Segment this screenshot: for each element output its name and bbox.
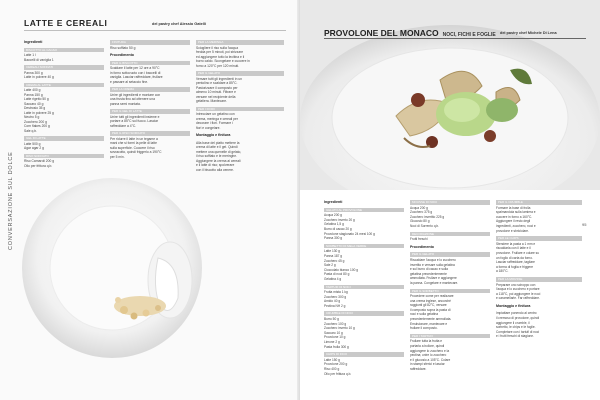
text-line: Frullare tutta la frutta e — [410, 339, 443, 344]
recipe-block — [110, 61, 190, 85]
text-line: Latte in polvere 25 g — [24, 110, 54, 115]
subsection-label: CRUMBLE DI NOCI — [324, 311, 404, 316]
text-line: Provolone 200 g — [324, 362, 348, 367]
text-line: Impiattare ponendo al centro — [496, 311, 537, 316]
text-line: la panna. Congelare e mantecare. — [410, 280, 459, 285]
text-line: in stampi sferici e lasciar — [410, 362, 445, 367]
recipe-column-3 — [196, 40, 284, 175]
subsection-label: CHIPS DI FICO — [324, 352, 404, 357]
text-line: gelatiera. Mantecare. — [196, 99, 227, 103]
subsection-label: PER LE CHIPS — [496, 236, 582, 241]
subsection-label: PER I FIORI — [196, 107, 284, 112]
text-line: Saccaro 40 g — [24, 101, 44, 106]
text-line: noci e sulla gelatina — [410, 312, 438, 317]
text-line: mettere una quenelle di gelato, — [196, 149, 242, 154]
subsection-label: PER IL GELATO — [410, 252, 490, 257]
text-line: raffreddare. — [410, 367, 427, 371]
subsection-label: PER LA MOUSSE — [496, 277, 582, 282]
text-line: Zucchero inverto 10 g — [324, 326, 355, 331]
recipe-block — [324, 352, 404, 376]
text-line: Corn flakes 200 g — [24, 124, 50, 128]
text-line: Latte in polvere 40 g — [24, 75, 54, 79]
text-line: in forno sottovuoto con i baccelli di — [110, 70, 161, 75]
text-line: fiori e congelare. — [196, 125, 221, 130]
page-number: 95 — [582, 222, 587, 227]
recipe-block — [410, 334, 490, 372]
recipe-block — [324, 285, 404, 309]
text-line: Latte 500 g — [24, 141, 41, 146]
text-line: Panna 187 g — [324, 253, 343, 258]
text-line: spalmandola sulla lamiera e — [496, 210, 536, 215]
text-line: Pastorizzare il composto per — [196, 85, 238, 90]
subsection-label: FINITURA — [110, 40, 190, 45]
text-line: frullare il composto. — [410, 326, 438, 331]
text-line: Gelatina 4 g — [324, 276, 342, 281]
text-line: Zucchero 375 g — [410, 210, 433, 215]
recipe-title-left: LATTE E CEREALI — [24, 18, 108, 28]
recipe-title-main: PROVOLONE DEL MONACO — [324, 28, 439, 38]
text-line: Aggiungere il resto degli — [496, 219, 531, 224]
text-line: burro caldo. Scongelare e cuocere in — [196, 59, 250, 63]
text-line: mani che si formi la pelle di latte — [110, 141, 157, 145]
subsection-label: PER IL RISO SOFFIATO — [110, 131, 190, 136]
text-line: Stendere la pasta a 1 mm e — [496, 241, 536, 246]
text-line: e i frutti freschi di stagione. — [496, 334, 534, 339]
recipe-block — [196, 40, 284, 68]
text-line: Riso soffiato 50 g — [110, 45, 136, 50]
recipe-block — [110, 109, 190, 128]
text-line: Panna 300 g — [324, 236, 343, 241]
section-heading: Procedimento — [410, 244, 434, 249]
text-line: aggiungere il crumble, il — [496, 320, 530, 325]
text-line: Per ridurre il latte in un tegame a — [110, 136, 158, 141]
text-line: il cremoso di provolone, quindi — [496, 316, 540, 321]
text-line: Neutro 5 g — [24, 115, 40, 119]
text-line: il riso soffiato e le meringhe. — [196, 154, 237, 158]
text-line: Formare la base di frolla — [496, 205, 531, 210]
chef-credit-right: del pastry chef Michele Di Lena — [500, 31, 557, 35]
text-line: un foglio di carta da forno. — [496, 255, 533, 260]
text-line: l'acqua e lo zucchero e portare — [496, 287, 540, 292]
recipe-block — [410, 200, 490, 229]
dessert-plate-photo — [20, 168, 210, 358]
recipe-block — [24, 136, 104, 151]
recipe-block — [24, 65, 104, 80]
recipe-block — [110, 53, 190, 58]
text-line: una frusta fino ad ottenere una — [110, 97, 155, 101]
text-line: il composto sopra la pasta di — [410, 307, 451, 312]
recipe-block — [196, 107, 284, 131]
section-sidebar-label: CONVERSAZIONE SUL DOLCE — [8, 151, 14, 250]
text-line: portare a 85°C sul fuoco. Lasciar — [110, 119, 159, 123]
subsection-label: PER LA CREMA — [110, 87, 190, 92]
text-line: Intrecciare un gelatino con — [196, 112, 235, 116]
text-line: Latte 1 l — [24, 53, 36, 57]
text-line: Agar agar 2 g — [24, 146, 44, 150]
text-line: Acqua 200 g — [410, 205, 428, 210]
recipe-block — [496, 277, 582, 301]
subsection-label: PER IL GELATO — [196, 71, 284, 76]
text-line: Acqua 200 g — [324, 213, 342, 218]
text-line: almeno 10 minuti. Filtrare e — [196, 90, 236, 94]
text-line: Zucchero 200 g — [24, 119, 47, 124]
subsection-label: PER IL BISCOTTO — [110, 61, 190, 66]
recipe-block — [324, 208, 404, 241]
text-line: panna semi montata. — [110, 101, 141, 106]
text-line: raggiunti gli 82°C, versare — [410, 303, 447, 308]
text-line: Aggiungere la crema ai cereali — [196, 158, 241, 163]
text-line: Riscaldare l'acqua e lo zucchero — [410, 257, 456, 262]
text-line: Gelatina 1,5 g — [324, 222, 344, 227]
text-line: ammollata. Frullare e aggiungere — [410, 276, 457, 281]
subsection-label: PER IL SORBETTO — [410, 289, 490, 294]
subsection-label: MOUSSE DI NOCI — [410, 200, 490, 205]
text-line: Procedere come per realizzare — [410, 294, 454, 299]
text-line: Zucchero 100 g — [324, 321, 347, 326]
text-line: provolone. Frullare e colare su — [496, 250, 540, 255]
subsection-label: BISCOTTO AL CACAO — [24, 48, 104, 53]
text-line: con il biscotto alla cenere. — [196, 167, 234, 172]
recipe-block — [496, 311, 582, 339]
text-line: Alla base del piatto mettere la — [196, 140, 240, 145]
text-line: Latte 130 g — [324, 249, 340, 254]
text-line: decorare i fiori. Formare i — [196, 121, 233, 125]
text-line: cuocere in forno a 160°C. — [496, 214, 533, 219]
text-line: Amido 40 g — [324, 299, 341, 304]
text-line: invertito e versare sulla gelatina — [410, 262, 455, 267]
text-line: portarla a bollore, quindi — [410, 344, 445, 349]
recipe-column-r2 — [410, 200, 490, 375]
text-line: Provolone 10 g — [324, 335, 346, 340]
text-line: Riso 400 g — [324, 367, 340, 371]
text-line: Zucchero invertito 225 g — [410, 214, 445, 219]
recipe-column-r3 — [496, 200, 582, 342]
text-line: e passare al setaccio fine. — [110, 79, 149, 84]
text-line: Completare con i tartufi di noci — [496, 329, 540, 334]
section-heading: Montaggio e finitura — [496, 303, 531, 308]
text-line: Emulsionare, mantecare e — [410, 321, 448, 326]
text-line: a 180°C. — [496, 269, 509, 274]
section-heading: Montaggio e finitura — [196, 133, 231, 137]
recipe-block — [324, 244, 404, 282]
subsection-label: DECORAZIONE — [410, 232, 490, 237]
recipe-block — [410, 245, 490, 250]
text-line: raffreddare a 4°C. — [110, 123, 137, 128]
text-line: Saccaro 10 g — [324, 330, 343, 335]
text-line: e sul burro di cacao e sulla — [410, 267, 448, 272]
text-line: precedentemente ammollata. — [410, 317, 452, 322]
text-line: Provolone stagionato 24 mesi 100 g — [324, 231, 375, 236]
subsection-label: PER I TARTUFI — [410, 334, 490, 339]
recipe-block — [24, 48, 104, 63]
recipe-block — [196, 71, 284, 104]
title-divider-right — [324, 38, 586, 39]
text-line: versare nel recipiente della — [196, 94, 236, 99]
recipe-title-right — [324, 28, 496, 38]
text-line: per 5 min. — [110, 154, 125, 159]
text-line: Sale 2 g — [324, 263, 336, 268]
text-line: sorbetto, le chips e le foglie. — [496, 325, 536, 330]
text-line: riscaldarla con il latte e il — [496, 246, 531, 251]
text-line: pentolino e scaldare a 85°C. — [196, 81, 238, 85]
text-line: Panna 150 g — [24, 92, 43, 97]
text-line: forno a 120°C per 120 minuti. — [196, 63, 240, 68]
text-line: Riso Carnaroli 200 g — [24, 159, 55, 163]
text-line: provolone e sbriciolare. — [496, 228, 529, 233]
text-line: Frutti freschi — [410, 237, 428, 242]
recipe-block — [110, 87, 190, 106]
text-line: sulla superficie. Cuocere il riso — [110, 145, 155, 150]
text-line: a 118°C, poi aggiungere le noci — [496, 291, 541, 296]
text-line: Glucosio 80 g — [410, 219, 430, 224]
subsection-label: GEL DI LATTE — [24, 136, 104, 141]
text-line: Cioccolato bianco 100 g — [324, 267, 359, 272]
text-line: Baccelli di vaniglia 1 — [24, 57, 54, 62]
recipe-block — [410, 289, 490, 331]
recipe-block — [196, 133, 284, 138]
text-line: Olio per frittura q.b. — [324, 371, 352, 376]
text-line: sovracotto, quindi friggerlo a 190°C — [110, 150, 162, 154]
text-line: Sale q.b. — [24, 128, 38, 133]
recipe-block — [410, 252, 490, 285]
text-line: Zucchero 45 g — [324, 258, 345, 263]
right-page — [300, 0, 600, 400]
recipe-column-2 — [110, 40, 190, 162]
text-line: vaniglia. Lasciar raffreddare, frullare — [110, 75, 163, 79]
subsection-label: CREMA AL LATTE — [24, 83, 104, 88]
text-line: Limone 2 g — [324, 340, 340, 345]
text-line: gelatina precedentemente — [410, 271, 447, 276]
subsection-label: SORBETTO DI MELA VERDE — [324, 244, 404, 249]
text-line: Burro di cacao 20 g — [324, 226, 352, 231]
text-line: a forma di foglia e friggere — [496, 264, 534, 269]
text-line: Frutta mista 1 kg — [324, 290, 348, 295]
recipe-block — [496, 200, 582, 233]
subsection-label: RISO SOFFIATO — [24, 154, 104, 159]
text-line: Noci di Sorrento q.b. — [410, 223, 440, 228]
recipe-block — [24, 83, 104, 134]
text-line: e caramellarle. Far raffreddare. — [496, 296, 540, 301]
text-line: fredda per 5 minuti, poi strizzare — [196, 50, 244, 54]
text-line: una crema inglese, ancorché — [410, 298, 451, 303]
title-divider-left — [24, 30, 286, 31]
text-line: e il latte di riso; spolverare — [196, 163, 235, 167]
text-line: Unire tutti gli ingredienti insieme e — [110, 114, 160, 119]
recipe-block — [110, 131, 190, 159]
text-line: Panna 300 g — [24, 70, 43, 75]
text-line: Pasta di noci 80 g — [324, 272, 350, 277]
recipe-block — [110, 40, 190, 50]
text-line: Pasta frolla 300 g — [324, 344, 349, 349]
text-line: Latte 400 g — [24, 88, 41, 92]
text-line: ed aggiungere tutto la lecitina e il — [196, 54, 245, 59]
text-line: Sciogliere il riso sulla l'acqua — [196, 45, 239, 50]
text-line: e il glucosio a 105°C. Colare — [410, 357, 451, 362]
text-line: crema, meringa e cereali per — [196, 116, 238, 121]
recipe-column-1 — [24, 40, 104, 171]
text-line: Versare tutti gli ingredienti in un — [196, 76, 243, 81]
text-line: Latte rigetto 50 g — [24, 97, 49, 101]
text-line: crema di latte e il gel. Quindi — [196, 145, 238, 149]
text-line: Preparare uno sciroppo con — [496, 282, 536, 287]
recipe-block — [324, 200, 404, 205]
section-heading: Ingredienti — [324, 200, 343, 204]
recipe-block — [410, 232, 490, 242]
text-line: Zucchero inverto 20 g — [324, 217, 355, 222]
recipe-block — [496, 236, 582, 274]
text-line: Burro 50 g — [324, 317, 339, 322]
section-heading: Ingredienti — [24, 40, 43, 44]
subsection-label: PER LA MERINGA — [196, 40, 284, 45]
recipe-block — [324, 311, 404, 349]
text-line: aggiungere lo zucchero e la — [410, 348, 450, 353]
recipe-column-r1 — [324, 200, 404, 379]
text-line: ingredienti, zucchero, noci e — [496, 223, 536, 228]
text-line: Zucchero 300 g — [324, 294, 347, 299]
subsection-label: PER IL GEL DI LATTE — [110, 109, 190, 114]
recipe-block — [24, 154, 104, 169]
text-line: Scaldare il latte per 12 ore a 90°C — [110, 66, 160, 70]
recipe-subtitle: NOCI, FICHI E FOGLIE — [442, 32, 496, 38]
subsection-label: TARTUFI DI NOCI — [324, 285, 404, 290]
subsection-label: PER IL CRUMBLE — [496, 200, 582, 205]
recipe-block — [496, 304, 582, 309]
recipe-block — [24, 40, 104, 45]
text-line: pectina; unire lo zucchero — [410, 353, 447, 358]
text-line: Destrosio 35 g — [24, 106, 46, 110]
text-line: Olio per frittura q.b. — [24, 163, 53, 168]
section-heading: Procedimento — [110, 53, 134, 57]
text-line: Unire gli ingredienti e montare con — [110, 92, 161, 97]
subsection-label: CEREALI SOFFIATI — [24, 65, 104, 70]
text-line: Lasciar raffreddare, tagliare — [496, 260, 535, 265]
chef-credit-left: del pastry chef Alessio Gatelli — [152, 22, 206, 26]
text-line: Latte 150 g — [324, 357, 340, 362]
subsection-label: GELATO AL PROVOLONE — [324, 208, 404, 213]
text-line: Pectina NH 2 g — [324, 303, 346, 308]
